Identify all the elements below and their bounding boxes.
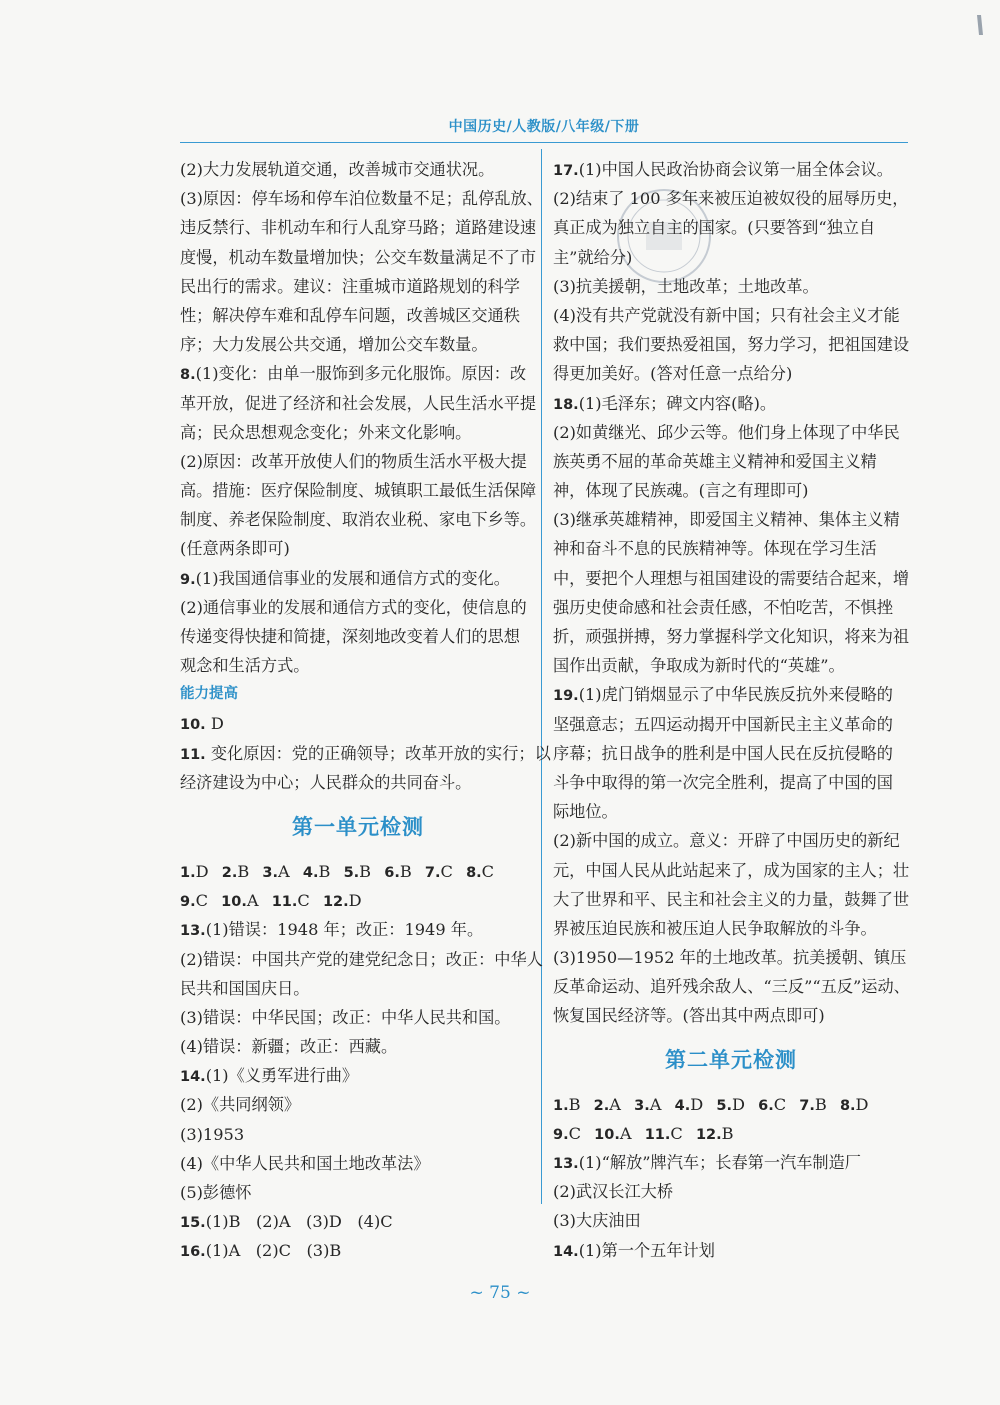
answer-line: 民共和国国庆日。 [180,978,310,998]
answer-line: (任意两条即可) [180,539,290,559]
answer-line: 元，中国人民从此站起来了，成为国家的主人；壮 [553,860,910,880]
question-number: 14. [553,1243,579,1260]
answer-line: 违反禁行、非机动车和行人乱穿马路；道路建设速 [180,218,537,238]
section-subheading: 能力提高 [180,686,238,703]
answer-line: 序幕；抗日战争的胜利是中国人民在反抗侵略的 [553,743,893,763]
mc-answers-row: 1.D 2.B 3.A 4.B 5.B 6.B 7.C 8.C [180,861,495,881]
question-13: 13.(1)错误：1948 年；改正：1949 年。 [180,920,484,940]
question-number: 11. [180,746,206,763]
answer-line: (2)新中国的成立。意义：开辟了中国历史的新纪 [553,831,900,851]
answer-line: (4)《中华人民共和国土地改革法》 [180,1153,430,1173]
page-header: 中国历史/人教版/八年级/下册 [448,119,640,135]
answer-line: 得更加美好。(答对任意一点给分) [553,364,793,384]
question-16: 16.(1)A (2)C (3)B [180,1241,342,1261]
answer-line: (2)武汉长江大桥 [553,1182,674,1202]
answer-line: 民出行的需求。建议：注重城市道路规划的科学 [180,276,520,296]
answer-line: (3)抗美援朝，土地改革；土地改革。 [553,276,819,296]
question-14: 14.(1)第一个五年计划 [553,1240,715,1260]
answer-line: 坚强意志；五四运动揭开中国新民主主义革命的 [553,714,893,734]
column-divider [541,149,542,1204]
answer-line: (2)如黄继光、邱少云等。他们身上体现了中华民 [553,422,900,442]
answer-line: 革开放，促进了经济和社会发展，人民生活水平提 [180,393,537,413]
answer-line: 界被压迫民族和被压迫人民争取解放的斗争。 [553,918,877,938]
answer-line: 反革命运动、追歼残余敌人、“三反”“五反”运动、 [553,977,910,997]
answer-line: (2)原因：改革开放使人们的物质生活水平极大提 [180,451,527,471]
answer-line: 制度、养老保险制度、取消农业税、家电下乡等。 [180,510,537,530]
answer-line: 性；解决停车难和乱停车问题，改善城区交通秩 [180,305,520,325]
answer-line: 高；民众思想观念变化；外来文化影响。 [180,422,472,442]
right-column [553,155,909,1265]
answer-line: (2)错误：中国共产党的建党纪念日；改正：中华人 [180,949,543,969]
question-10: 10. D [180,714,224,734]
answer-line: 经济建设为中心；人民群众的共同奋斗。 [180,772,472,792]
question-13: 13.(1)“解放”牌汽车；长春第一汽车制造厂 [553,1153,861,1172]
question-19: 19.(1)虎门销烟显示了中华民族反抗外来侵略的 [553,685,893,705]
question-number: 16. [180,1244,206,1261]
answer-line: (4)错误：新疆；改正：西藏。 [180,1037,398,1057]
answer-line: 神和奋斗不息的民族精神等。体现在学习生活 [553,539,877,559]
question-number: 13. [553,1156,579,1172]
answer-line: (3)错误：中华民国；改正：中华人民共和国。 [180,1007,511,1027]
answer-line: 传递变得快捷和简捷，深刻地改变着人们的思想 [180,627,520,646]
mc-answers-row: 1.B 2.A 3.A 4.D 5.D 6.C 7.B 8.D [553,1094,869,1114]
question-8: 8.(1)变化：由单一服饰到多元化服饰。原因：改 [180,364,527,384]
unit-1-title: 第一单元检测 [292,814,424,839]
answer-line: (2)结束了 100 多年来被压迫被奴役的屈辱历史， [553,189,909,209]
answer-line: (3)1950—1952 年的土地改革。抗美援朝、镇压 [553,948,907,968]
answer-line: 救中国；我们要热爱祖国，努力学习，把祖国建设 [553,335,910,355]
question-number: 19. [553,688,579,705]
question-14: 14.(1)《义勇军进行曲》 [180,1066,359,1086]
question-11: 11. 变化原因：党的正确领导；改革开放的实行；以 [180,743,551,763]
left-column [180,155,551,1266]
answer-line: (4)没有共产党就没有新中国；只有社会主义才能 [553,305,900,325]
answer-line: 强历史使命感和社会责任感，不怕吃苦，不惧挫 [553,597,893,617]
question-number: 8. [180,367,196,384]
answer-line: 恢复国民经济等。(答出其中两点即可) [553,1006,825,1026]
question-number: 9. [180,571,196,588]
page-number: ~ 75 ~ [469,1283,531,1303]
answer-line: (2)《共同纲领》 [180,1095,301,1115]
answer-line: 族英勇不屈的革命英雄主义精神和爱国主义精 [553,451,877,471]
answer-line: 观念和生活方式。 [180,656,310,676]
answer-line: (3)原因：停车场和停车泊位数量不足；乱停乱放、 [180,189,543,209]
answer-line: 折，顽强拼搏，努力掌握科学文化知识，将来为祖 [553,627,910,646]
answer-line: (5)彭德怀 [180,1183,252,1202]
answer-line: (2)大力发展轨道交通，改善城市交通状况。 [180,160,495,179]
question-number: 14. [180,1069,206,1086]
question-number: 13. [180,923,206,940]
answer-line: 国作出贡献，争取成为新时代的“英雄”。 [553,656,845,676]
question-number: 15. [180,1215,206,1232]
question-number: 18. [553,396,579,413]
question-18: 18.(1)毛泽东；碑文内容(略)。 [553,393,777,413]
answer-line: (3)1953 [180,1124,245,1144]
mc-answers-row: 9.C 10.A 11.C 12.B [553,1123,734,1143]
answer-line: (2)通信事业的发展和通信方式的变化，使信息的 [180,597,527,617]
question-number: 10. [180,717,206,734]
mc-answers-row: 9.C 10.A 11.C 12.D [180,891,362,911]
answer-line: 斗争中取得的第一次完全胜利，提高了中国的国 [553,772,893,792]
answer-line: 中，要把个人理想与祖国建设的需要结合起来，增 [553,568,910,588]
page-edge-mark [975,14,985,36]
answer-line: 高。措施：医疗保险制度、城镇职工最低生活保障 [180,481,537,501]
answer-line: 主”就给分) [553,247,633,267]
question-17: 17.(1)中国人民政治协商会议第一届全体会议。 [553,160,893,179]
question-15: 15.(1)B (2)A (3)D (4)C [180,1212,393,1232]
unit-2-title: 第二单元检测 [665,1047,797,1072]
question-number: 17. [553,163,579,179]
question-9: 9.(1)我国通信事业的发展和通信方式的变化。 [180,568,510,588]
answer-line: (3)大庆油田 [553,1211,641,1231]
answer-line: (3)继承英雄精神，即爱国主义精神、集体主义精 [553,510,900,530]
answer-line: 际地位。 [553,802,618,822]
answer-line: 神，体现了民族魂。(言之有理即可) [553,481,809,501]
answer-line: 序；大力发展公共交通，增加公交车数量。 [180,335,488,355]
answer-line: 真正成为独立自主的国家。(只要答到“独立自 [553,218,876,238]
header-divider [180,142,908,143]
answer-line: 度慢，机动车数量增加快；公交车数量满足不了市 [180,247,537,267]
answer-line: 大了世界和平、民主和社会主义的力量，鼓舞了世 [553,889,910,909]
